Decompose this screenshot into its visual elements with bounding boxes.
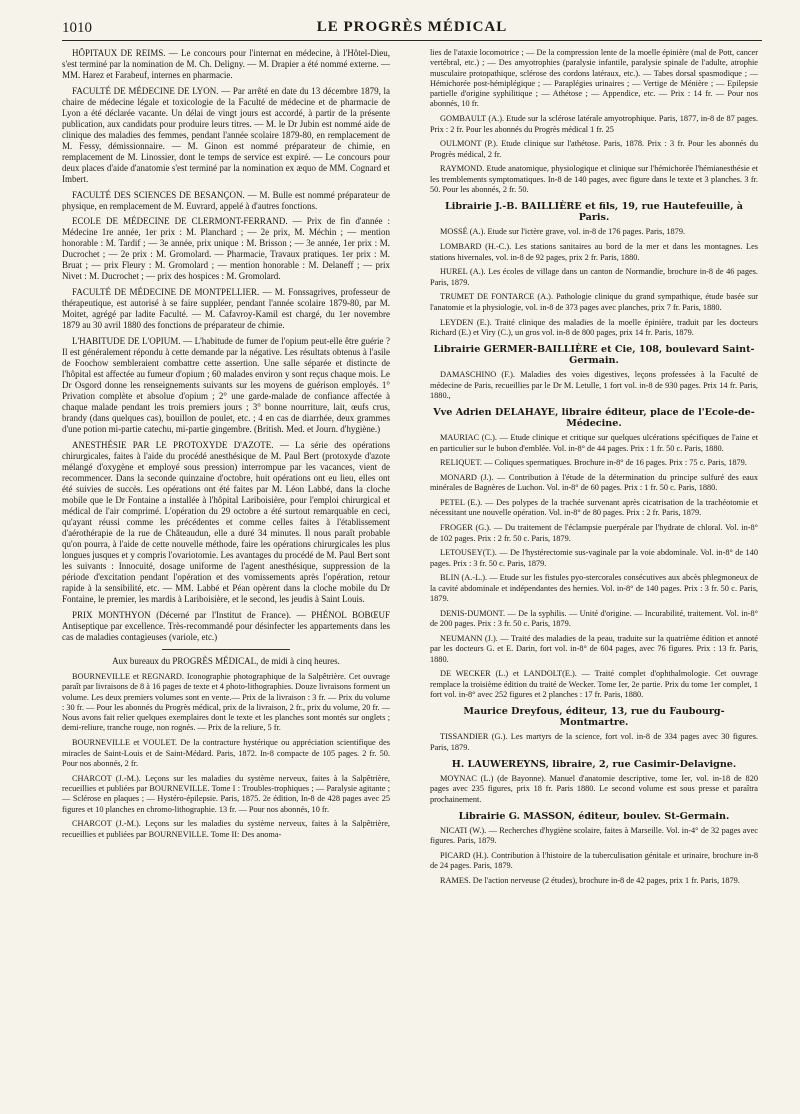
publisher-heading: Librairie J.-B. BAILLIÈRE et fils, 19, rue Hautefeuille, à Paris. (444, 201, 744, 224)
book-entry: TRUMET DE FONTARCE (A.). Pathologie clinique du grand sympathique, étude basée sur l'anatomie et la physiologie, vol. in-8 de 373 pages avec planches, prix 7 fr. Paris, 1880. (430, 292, 758, 312)
journal-title: LE PROGRÈS MÉDICAL (316, 19, 508, 35)
book-entry: MAURIAC (C.). — Etude clinique et critique sur quelques ulcérations spécifiques de l'aine et en particulier sur le bubon d'emblée. Vol. in-8° de 44 pages. Prix : 1 fr. 50 c. Paris, 1880. (430, 433, 758, 453)
book-entry: LOMBARD (H.-C.). Les stations sanitaires au bord de la mer et dans les montagnes. Les stations hivernales, vol. in-8 de 92 pages, prix 2 fr. Paris, 1880. (430, 242, 758, 262)
news-item: HÔPITAUX DE REIMS. — Le concours pour l'internat en médecine, à l'Hôtel-Dieu, s'est terminé par la nomination de M. Ch. Deligny. — M. Drapier a été nommé externe. — MM. Harez et Farabeuf, internes en pharmacie. (62, 48, 390, 81)
book-entry: BOURNEVILLE et REGNARD. Iconographie photographique de la Salpêtrière. Cet ouvrage paraît par livraisons de 8 à 16 pages de texte et 4 photo-lithographies. Douze livraisons forment un volume. Les deux premiers volumes sont en vente.— Prix de la livraison : 3 fr. — Prix du volume : 30 fr. — Pour les abonnés du Progrès médical, prix de la livraison, 2 fr., prix du volume, 20 fr. —Nous avons fait relier quelques exemplaires dont le texte et les planches sont montés sur onglets ; demi-reliure, tranche rouge, non rognés. — Prix de la reliure, 5 fr. (62, 671, 390, 733)
news-item: ECOLE DE MÉDECINE DE CLERMONT-FERRAND. — Prix de fin d'année : Médecine 1re année, 1er prix : M. Planchard ; — 2e prix, M. Méchin ; — mention honorable : M. Tardif ; — 3e année, prix unique : M. Brisson ; — 3e année, 1er prix : M. Ducrochet ; — 2e prix : M. Gromolard. — Pharmacie, Travaux pratiques. 1er prix : M. Bruat ; — prix Fleury : M. Gromolard ; — mention honorable : M. Delaneff ; — prix Nivet : M. Ducrochet ; — prix des hospices : M. Gromolard. (62, 216, 390, 282)
book-entry: PETEL (E.). — Des polypes de la trachée survenant après cicatrisation de la trachéotomie et nécessitant une nouvelle opération. Vol. in-8° de 80 pages. Prix : 2 fr. Paris, 1879. (430, 498, 758, 518)
book-entry: NICATI (W.). — Recherches d'hygiène scolaire, faites à Marseille. Vol. in-4° de 32 pages avec figures. Paris, 1879. (430, 825, 758, 846)
book-entry: CHARCOT (J.-M.). Leçons sur les maladies du système nerveux, faites à la Salpêtrière, recueillies et publiées par BOURNEVILLE. Tome II: Des anoma- (62, 819, 390, 839)
book-entry: GOMBAULT (A.). Etude sur la sclérose latérale amyotrophique. Paris, 1877, in-8 de 87 pages. Prix : 2 fr. Pour les abonnés du Progrès médical 1 fr. 25 (430, 114, 758, 134)
book-entry: MOYNAC (L.) (de Bayonne). Manuel d'anatomie descriptive, tome Ier, vol. in-18 de 820 pages avec 235 figures, prix 18 fr. Paris 1880. Le second volume est sous presse et paraîtra prochainement. (430, 773, 758, 804)
book-entry: LEYDEN (E.). Traité clinique des maladies de la moelle épinière, traduit par les docteurs Richard (E.) et Viry (C.), un gros vol. in-8 de 800 pages, prix 14 fr. Paris, 1879. (430, 317, 758, 337)
book-entry: RAMES. De l'action nerveuse (2 études), brochure in-8 de 42 pages, prix 1 fr. Paris, 1879. (440, 876, 740, 886)
news-item: FACULTÉ DES SCIENCES DE BESANÇON. — M. Bulle est nommé préparateur de physique, en remplacement de M. Euvrard, appelé à d'autres fonctions. (62, 189, 390, 211)
book-entry: OULMONT (P.). Etude clinique sur l'athétose. Paris, 1878. Prix : 3 fr. Pour les abonnés du Progrès médical, 2 fr. (430, 139, 758, 159)
book-entry: NEUMANN (J.). — Traité des maladies de la peau, traduite sur la quatrième édition et annoté par les docteurs G. et E. Darin, fort vol. in-8° de 604 pages, avec 76 figures. Prix : 13 fr. Paris, 1880. (430, 633, 758, 664)
publisher-heading: Vve Adrien DELAHAYE, libraire éditeur, place de l'Ecole-de-Médecine. (433, 407, 755, 430)
bureau-notice: Aux bureaux du PROGRÈS MÉDICAL, de midi à cinq heures. (112, 655, 340, 666)
publisher-heading: Maurice Dreyfous, éditeur, 13, rue du Faubourg-Montmartre. (463, 706, 725, 729)
section-divider (162, 649, 290, 650)
book-entry: TISSANDIER (G.). Les martyrs de la science, fort vol. in-8 de 334 pages avec 30 figures. Paris, 1879. (430, 732, 758, 752)
publisher-list (430, 201, 758, 886)
book-entry: MOSSÉ (A.). Etude sur l'ictère grave, vol. in-8 de 176 pages. Paris, 1879. (440, 227, 686, 237)
book-entry: PICARD (H.). Contribution à l'histoire de la tuberculisation génitale et urinaire, brochure in-8 de 24 pages. Paris, 1879. (430, 851, 758, 871)
book-entry: DAMASCHINO (F.). Maladies des voies digestives, leçons professées à la Faculté de médecine de Paris, recueillies par le Dr M. Letulle, 1 fort vol. in-8 de 930 pages. Prix 14 fr. Paris, 1880., (430, 370, 758, 400)
news-item: FACULTÉ DE MÉDECINE DE MONTPELLIER. — M. Fonssagrives, professeur de thérapeutique, est autorisé à se faire suppléer, pendant l'année scolaire 1879-80, par M. Moitet, agrégé par ladite Faculté. — M. Cafavroy-Kamil est chargé, du 1er novembre 1879 au 30 avril 1880 des fonctions de préparateur de chimie. (62, 286, 390, 331)
book-entry: DE WECKER (L.) et LANDOLT(E.). — Traité complet d'ophthalmologie. Cet ouvrage remplace la troisième édition du traité de Wecker. Tome Ier, 2e partie. Prix du tome 1er complet, 1 fort vol. in-8° avec 252 figures et 2 planches : 17 fr. Paris, 1880. (430, 669, 758, 699)
page-header (62, 18, 762, 41)
book-entry: CHARCOT (J.-M.). Leçons sur les maladies du système nerveux, faites à la Salpêtrière, recueillies et publiées par BOURNEVILLE. Tome I : Troubles-trophiques ; — Paralysie agitante ; — Sclérose en plaques ; — Hystéro-épilepsie. Paris, 1875. 2e édition, In-8 de 428 pages avec 25 figures et 10 planches en chromo-lithographie. 13 fr. — Pour nos abonnés, 10 fr. (62, 773, 390, 814)
right-column (430, 48, 758, 1098)
book-entry: FROGER (G.). — Du traitement de l'éclampsie puerpérale par l'hydrate de chloral. Vol. in-8° de 102 pages. Prix : 2 fr. 50 c. Paris, 1879. (430, 523, 758, 543)
news-item: ANESTHÉSIE PAR LE PROTOXYDE D'AZOTE. — La série des opérations chirurgicales, faites à l'aide du procédé anesthésique de M. Paul Bert (protoxyde d'azote mélangé d'oxygène et employé sous pression) interrompue par les vacances, vient de recommencer. Dans la seconde quinzaine d'octobre, huit opérations ont eu lieu, elles ont été suivies de succès. Les opérations ont été faites par M. Léon Labbé, dans la cloche mobile que le Dr Fontaine a installée à l'hôpital Lariboisière, pour l'emploi chirurgical et médical de l'air comprimé. L'opération du 29 octobre a été surtout remarquable en ceci, qu'ayant réussi comme les précédentes et comme celles faites à l'établissement d'aérothérapie de la rue de Châteaudun, elle a duré 34 minutes. Il nous paraît probable qu'on pourra, à l'aide de cette nouvelle méthode, faire les opérations chirurgicales les plus longues jusques et y compris l'ovariotomie. Les avantages du procédé de M. Paul Bert sont les suivants : Innocuité, dosage uniforme de l'agent anesthésique, suppression de la période d'excitation pendant l'opération et des vomissements après l'opération, retour rapide à la sensibilité, etc. — MM. Labbé et Péan opèrent dans la cloche mobile du Dr Fontaine, le premier, les mardis à Lariboisière, et le second, les jeudis à Saint Louis. (62, 439, 390, 605)
publisher-heading: Librairie GERMER-BAILLIÈRE et Cie, 108, boulevard Saint-Germain. (433, 344, 755, 367)
news-item: L'HABITUDE DE L'OPIUM. — L'habitude de fumer de l'opium peut-elle être guérie ? Il est généralement répondu à cette demande par la négative. Les résultats obtenus à l'asile de Foochow sembleraient combattre cette assertion. Une salle séparée et distincte de l'hôpital est affectée au fumeur d'opium ; 60 malades environ y sont reçus chaque mois. Le Dr Osgord donne les renseignements suivants sur les moyens de guérison employés. 1° Privation complète et absolue d'opium ; 2° une garde-malade de confiance affectée à chaque malade pendant les trois premiers jours ; 3° bonne nourriture, lait, œufs crus, brandy (dans quelques cas), bouillon de poulet, etc. ; 4 en cas de diarrhée, deux grammes d'une potion mi-partie catechu, mi-partie gingembre. (British. Med. et Journ. d'hygiène.) (62, 335, 390, 434)
book-entry: RAYMOND. Etude anatomique, physiologique et clinique sur l'hémichorée l'hémianesthésie et les tremblements symptomatiques. In-8 de 140 pages, avec figure dans le texte et 3 planches. 3 fr. 50. Pour les abonnés, 2 fr. 50. (430, 164, 758, 195)
book-entry: BLIN (A.-L.). — Etude sur les fistules pyo-stercorales consécutives aux abcès phlegmoneux de la cavité abdominale et indépendantes des hernies. Vol. in-8° de 140 pages. Prix : 3 fr. 50 c. Paris, 1879. (430, 573, 758, 604)
book-entry: HUREL (A.). Les écoles de village dans un canton de Normandie, brochure in-8 de 46 pages. Paris, 1879. (430, 267, 758, 287)
publisher-heading: Librairie G. MASSON, éditeur, boulev. St-Germain. (458, 810, 730, 822)
book-entry: MONARD (J.). — Contribution à l'étude de la détermination du principe sulfuré des eaux minérales de Bagnères de Luchon. Vol. in-8° de 60 pages. Prix : 1 fr. 50 c. Paris, 1880. (430, 473, 758, 493)
publisher-heading: H. LAUWEREYNS, libraire, 2, rue Casimir-Delavigne. (451, 758, 737, 770)
news-item: PRIX MONTHYON (Décerné par l'Institut de France). — PHÉNOL BOBŒUF Antiseptique par excellence. Très-recommandé pour désinfecter les appartements dans les cas de maladies contagieuses (variole, etc.) (62, 609, 390, 642)
book-entry: DENIS-DUMONT. — De la syphilis. — Unité d'origine. — Incurabilité, traitement. Vol. in-8° de 200 pages. Prix : 3 fr. 50 c. Paris, 1879. (430, 608, 758, 629)
page-number: 1010 (62, 20, 92, 36)
book-entry: RELIQUET. — Coliques spermatiques. Brochure in-8° de 16 pages. Prix : 75 c. Paris, 1879. (440, 458, 747, 468)
left-column (62, 48, 390, 1098)
news-item: FACULTÉ DE MÉDECINE DE LYON. — Par arrêté en date du 13 décembre 1879, la chaire de médecine légale et toxicologie de la Faculté de médecine et de pharmacie de Lyon a été déclarée vacante. Un délai de vingt jours est accordé, à partir de la présente publication, aux candidats pour produire leurs titres. — M. le Dr Jubin est nommé aide de clinique des maladies des femmes, pendant l'année scolaire 1879-80, en remplacement de M. Fessy, démissionnaire. — M. Ginon est nommé préparateur de chimie, en remplacement de M. Linossier, dont le temps de service est expiré. — Le concours pour deux places d'aide d'anatomie s'est terminé par la nomination ex æquo de MM. Cognard et Imbert. (62, 85, 390, 185)
book-entry: BOURNEVILLE et VOULET. De la contracture hystérique ou appréciation scientifique des miracles de Saint-Louis et de Saint-Médard. Paris, 1872. In-8 compacte de 105 pages. 2 fr. 50. Pour nos abonnés, 2 fr. (62, 738, 390, 768)
book-entry: LETOUSEY(T.). — De l'hystérectomie sus-vaginale par la voie abdominale. Vol. in-8° de 140 pages. Prix : 3 fr. 50 c. Paris, 1879. (430, 548, 758, 568)
book-entry: lies de l'ataxie locomotrice ; — De la compression lente de la moelle épinière (mal de Pott, cancer vertébral, etc.) ; — Des amyotrophies (paralysie infantile, paralysie spinale de l'adulte, atrophie musculaire protopathique, sclérose des cordons latéraux, etc.). — Tabes dorsal spasmodique ; — Hémichorée post-hémiplégique ; — Paraplégies urinaires ; — Vertige de Ménière ; — Epilepsie partielle d'origine syphilitique ; — Athétose ; — Appendice, etc. — Prix : 14 fr. — Pour nos abonnés, 10 fr. (430, 48, 758, 109)
